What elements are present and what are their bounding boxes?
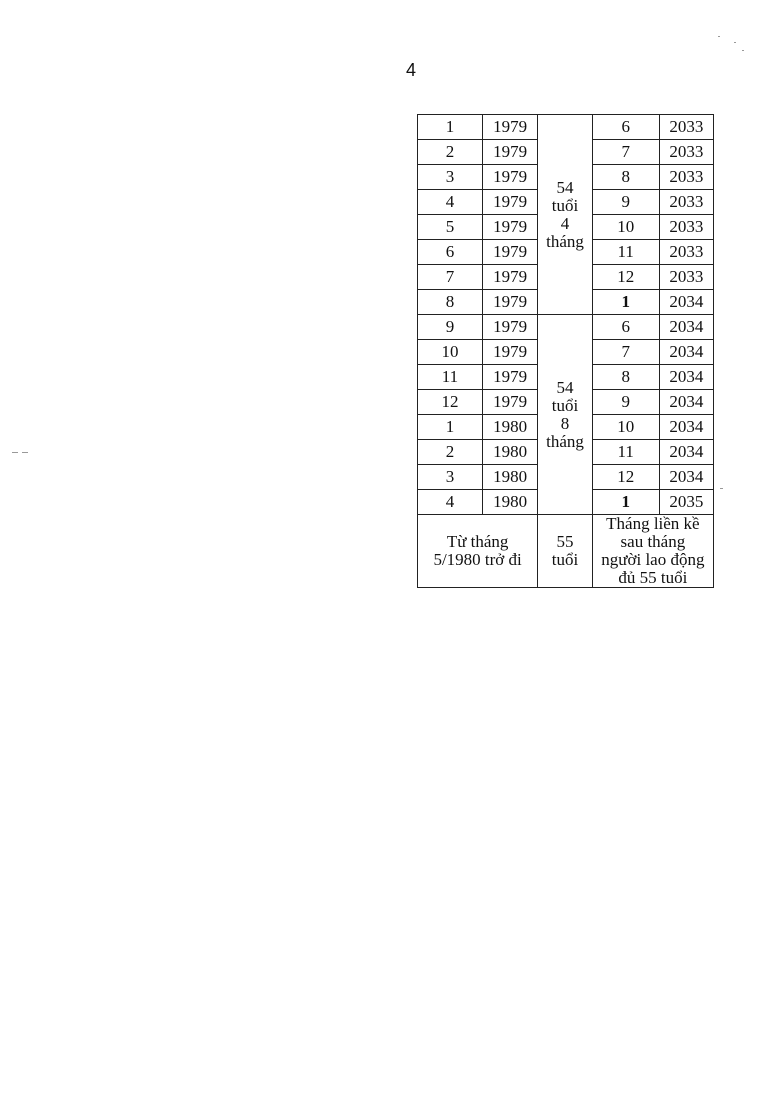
birth-year-cell: 1979 [482,390,537,415]
retirement-month-cell: 7 [592,140,659,165]
birth-month-cell: 3 [418,165,483,190]
table-row [418,115,714,140]
birth-year-cell: 1979 [482,240,537,265]
retirement-month-cell: 10 [592,215,659,240]
retirement-year-cell: 2034 [659,340,713,365]
retirement-month-cell: 8 [592,365,659,390]
retirement-year-cell: 2033 [659,140,713,165]
birth-month-cell: 12 [418,390,483,415]
scan-speck [22,452,28,453]
retirement-time-line: đủ 55 tuổi [618,568,688,587]
birth-month-cell: 10 [418,340,483,365]
table-body [418,115,714,588]
birth-year-cell: 1980 [482,440,537,465]
scan-speck [734,42,736,43]
retirement-month-cell: 7 [592,340,659,365]
retirement-month-cell: 1 [592,290,659,315]
retirement-year-cell: 2034 [659,465,713,490]
retirement-age-line: tuổi [551,550,579,569]
birth-year-cell: 1979 [482,290,537,315]
birth-range-line: Từ tháng [446,532,509,551]
page-number: 4 [406,60,417,80]
retirement-year-cell: 2034 [659,415,713,440]
retirement-age-cell [538,115,593,315]
birth-month-cell: 4 [418,190,483,215]
scan-speck [12,452,18,453]
birth-month-cell: 1 [418,115,483,140]
retirement-month-cell: 8 [592,165,659,190]
birth-month-cell: 7 [418,265,483,290]
retirement-month-cell: 9 [592,390,659,415]
retirement-year-cell: 2034 [659,440,713,465]
retirement-month-cell: 11 [592,440,659,465]
birth-year-cell: 1979 [482,165,537,190]
retirement-age-line: 8 [560,413,570,433]
retirement-age-line: 4 [560,213,570,233]
retirement-age-line: tháng [546,231,584,251]
retirement-age-line: 54 [556,377,574,397]
birth-year-cell: 1980 [482,415,537,440]
birth-month-cell: 2 [418,140,483,165]
retirement-time-line: người lao động [601,550,705,569]
retirement-time-line: Tháng liền kề [606,514,700,533]
birth-month-cell: 11 [418,365,483,390]
birth-year-cell: 1980 [482,465,537,490]
birth-year-cell: 1979 [482,265,537,290]
retirement-age-cell [538,515,593,588]
retirement-year-cell: 2033 [659,240,713,265]
retirement-age-line: 54 [556,177,574,197]
birth-range-cell [418,515,538,588]
retirement-year-cell: 2033 [659,265,713,290]
retirement-month-cell: 1 [592,490,659,515]
retirement-month-cell: 10 [592,415,659,440]
scan-speck [720,488,723,489]
retirement-year-cell: 2033 [659,190,713,215]
scan-speck [742,50,744,51]
birth-month-cell: 4 [418,490,483,515]
retirement-year-cell: 2034 [659,365,713,390]
retirement-year-cell: 2034 [659,290,713,315]
retirement-month-cell: 12 [592,265,659,290]
retirement-year-cell: 2033 [659,215,713,240]
retirement-year-cell: 2033 [659,165,713,190]
birth-year-cell: 1979 [482,365,537,390]
retirement-month-cell: 9 [592,190,659,215]
birth-month-cell: 5 [418,215,483,240]
retirement-year-cell: 2035 [659,490,713,515]
birth-range-line: 5/1980 trở đi [433,550,522,569]
retirement-time-cell [592,515,713,588]
birth-year-cell: 1979 [482,115,537,140]
retirement-age-line: tuổi [551,195,579,215]
table-row [418,315,714,340]
retirement-month-cell: 6 [592,115,659,140]
birth-month-cell: 8 [418,290,483,315]
retirement-month-cell: 11 [592,240,659,265]
birth-year-cell: 1979 [482,315,537,340]
retirement-time-line: sau tháng [620,532,686,551]
birth-month-cell: 6 [418,240,483,265]
retirement-year-cell: 2034 [659,315,713,340]
birth-month-cell: 3 [418,465,483,490]
birth-year-cell: 1979 [482,340,537,365]
table-row [418,515,714,588]
retirement-age-table [417,114,714,588]
retirement-month-cell: 6 [592,315,659,340]
retirement-age-line: tháng [546,431,584,451]
birth-year-cell: 1979 [482,140,537,165]
birth-year-cell: 1979 [482,215,537,240]
retirement-year-cell: 2033 [659,115,713,140]
retirement-year-cell: 2034 [659,390,713,415]
birth-month-cell: 2 [418,440,483,465]
birth-month-cell: 9 [418,315,483,340]
scan-speck [718,36,720,37]
retirement-month-cell: 12 [592,465,659,490]
retirement-age-line: 55 [556,532,574,551]
birth-year-cell: 1979 [482,190,537,215]
retirement-age-cell [538,315,593,515]
birth-year-cell: 1980 [482,490,537,515]
birth-month-cell: 1 [418,415,483,440]
retirement-age-line: tuổi [551,395,579,415]
